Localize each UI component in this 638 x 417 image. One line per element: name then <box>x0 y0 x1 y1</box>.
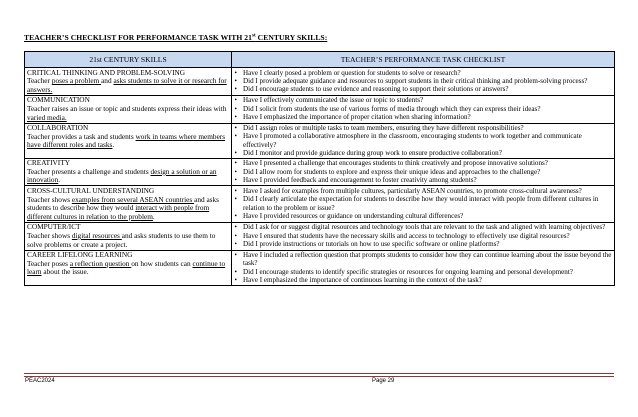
checklist-list <box>234 251 612 284</box>
skill-name: COMMUNICATION <box>27 95 90 105</box>
checklist-item: • Did I provide instructions or tutorials on how to use specific software or online platforms? <box>234 240 612 248</box>
checklist-item: • Have I emphasized the importance of proper citation when sharing information? <box>234 113 612 121</box>
checklist-item: • Have I asked for examples from multiple cultures, particularly ASEAN countries, to promote cross-cultural awareness? <box>234 187 612 195</box>
checklist-cell <box>232 95 615 123</box>
skill-name: CAREER LIFELONG LEARNING <box>27 250 133 260</box>
header-skills: 21st CENTURY SKILLS <box>25 52 232 68</box>
skill-name: CRITICAL THINKING AND PROBLEM-SOLVING <box>27 67 186 77</box>
checklist-item: • Did I provide adequate guidance and resources to support students in their critical thinking and problem-solving process? <box>234 77 612 85</box>
description-text: Teacher provides a task and students <box>27 131 136 141</box>
description-text: Teacher shows <box>27 231 72 241</box>
description-emphasis: design a solution or an innovation <box>27 166 217 185</box>
page-title: TEACHER’S CHECKLIST FOR PERFORMANCE TASK WITH 21st CENTURY SKILLS: <box>24 33 328 42</box>
table-row <box>25 222 615 250</box>
skill-name: COMPUTER/ICT <box>27 222 81 232</box>
checklist-cell <box>232 123 615 158</box>
table-row <box>25 95 615 123</box>
table-row <box>25 250 615 285</box>
checklist-item: • Have I emphasized the importance of continuous learning in the context of the task? <box>234 276 612 284</box>
skill-cell <box>25 95 232 123</box>
table-row <box>25 68 615 96</box>
checklist-item: • Did I solicit from students the use of various forms of media through which they can express their ideas? <box>234 105 612 113</box>
checklist-table <box>24 51 615 286</box>
skill-name: CROSS-CULTURAL UNDERSTANDING <box>27 186 155 196</box>
description-emphasis: examples from several ASEAN countries <box>71 194 195 204</box>
description-emphasis: work in teams where members have different roles and tasks <box>27 131 226 150</box>
description-text: and asks students to describe how they would <box>27 194 220 213</box>
skill-name: COLLABORATION <box>27 123 89 133</box>
table-row <box>25 186 615 222</box>
checklist-cell <box>232 250 615 285</box>
skill-description <box>27 232 229 249</box>
skill-cell <box>25 222 232 250</box>
skill-cell <box>25 186 232 222</box>
description-text: Teacher shows <box>27 194 72 204</box>
checklist-cell <box>232 186 615 222</box>
description-emphasis: a reflection question <box>69 258 132 268</box>
checklist-item: • Have I provided resources or guidance on understanding cultural differences? <box>234 212 612 220</box>
skill-description <box>27 260 229 277</box>
description-emphasis: continue to learn <box>27 258 226 277</box>
description-emphasis: asks students to solve it or research for answers. <box>27 76 227 94</box>
skill-cell <box>25 123 232 158</box>
description-emphasis: poses a problem <box>51 76 102 86</box>
table-row <box>25 123 615 158</box>
footer-page-number: Page 29 <box>372 378 395 384</box>
checklist-list <box>234 124 612 157</box>
footer-rule <box>24 373 614 374</box>
checklist-item: • Did I encourage students to use evidence and reasoning to support their solutions or answers? <box>234 85 612 93</box>
checklist-list <box>234 187 612 220</box>
footer-rule-thin <box>24 376 614 377</box>
description-text: . <box>58 175 61 185</box>
checklist-item: • Did I clearly articulate the expectation for students to describe how they would interact with people from different cultures in relation to the problem or issue? <box>234 195 612 212</box>
table-row <box>25 158 615 186</box>
checklist-item: • Have I ensured that students have the necessary skills and access to technology to effectively use digital resources? <box>234 232 612 240</box>
checklist-item: • Have I clearly posed a problem or question for students to solve or research? <box>234 69 612 77</box>
skill-description <box>27 77 229 94</box>
description-text: Teacher presents a challenge and students <box>27 166 151 176</box>
description-text: Teacher <box>27 76 52 86</box>
description-emphasis: interact with people from different cultures in relation to the problem <box>27 203 210 221</box>
checklist-item: • Have I promoted a collaborative atmosphere in the classroom, encouraging students to work together and communicate effectively? <box>234 132 612 149</box>
skill-description <box>27 196 229 222</box>
description-text: on how students can <box>131 258 193 268</box>
skill-description <box>27 133 229 150</box>
description-text: and <box>101 76 114 86</box>
checklist-list <box>234 159 612 184</box>
checklist-item: • Have I presented a challenge that encourages students to think creatively and propose innovative solutions? <box>234 159 612 167</box>
skill-description <box>27 105 229 122</box>
checklist-list <box>234 96 612 121</box>
description-emphasis: varied media. <box>27 112 67 122</box>
footer-doc-code: PEAC2024 <box>25 378 55 384</box>
description-text: . <box>152 211 155 221</box>
checklist-list <box>234 69 612 94</box>
checklist-item: • Have I effectively communicated the issue or topic to students? <box>234 96 612 104</box>
checklist-list <box>234 223 612 248</box>
description-text: . <box>112 140 115 150</box>
table-body <box>25 68 615 286</box>
header-checklist: TEACHER’S PERFORMANCE TASK CHECKLIST <box>232 52 615 68</box>
checklist-item: • Did I ask for or suggest digital resources and technology tools that are relevant to the task and aligned with learning objectives? <box>234 223 612 231</box>
description-text: about the issue. <box>41 267 89 277</box>
checklist-item: • Have I provided feedback and encouragement to foster creativity among students? <box>234 176 612 184</box>
skill-cell <box>25 158 232 186</box>
skill-description <box>27 168 229 185</box>
checklist-item: • Have I included a reflection question that prompts students to consider how they can continue learning about the issue beyond the task? <box>234 251 612 268</box>
description-text: Teacher raises an issue or topic and students express their ideas with <box>27 103 227 113</box>
checklist-item: • Did I encourage students to identify specific strategies or resources for ongoing learning and personal development? <box>234 268 612 276</box>
skill-cell <box>25 68 232 96</box>
description-text: Teacher poses <box>27 258 70 268</box>
checklist-item: • Did I monitor and provide guidance during group work to ensure productive collaboration? <box>234 149 612 157</box>
checklist-item: • Did I assign roles or multiple tasks to team members, ensuring they have different responsibilities? <box>234 124 612 132</box>
description-emphasis: digital resources <box>71 231 122 241</box>
checklist-cell <box>232 222 615 250</box>
checklist-cell <box>232 158 615 186</box>
checklist-cell <box>232 68 615 96</box>
table-header-row <box>25 52 615 68</box>
skill-cell <box>25 250 232 285</box>
description-text: and asks students to use them to solve problems or create a project. <box>27 231 216 249</box>
skill-name: CREATIVITY <box>27 158 70 168</box>
checklist-item: • Did I allow room for students to explore and express their unique ideas and approaches to the challenge? <box>234 168 612 176</box>
